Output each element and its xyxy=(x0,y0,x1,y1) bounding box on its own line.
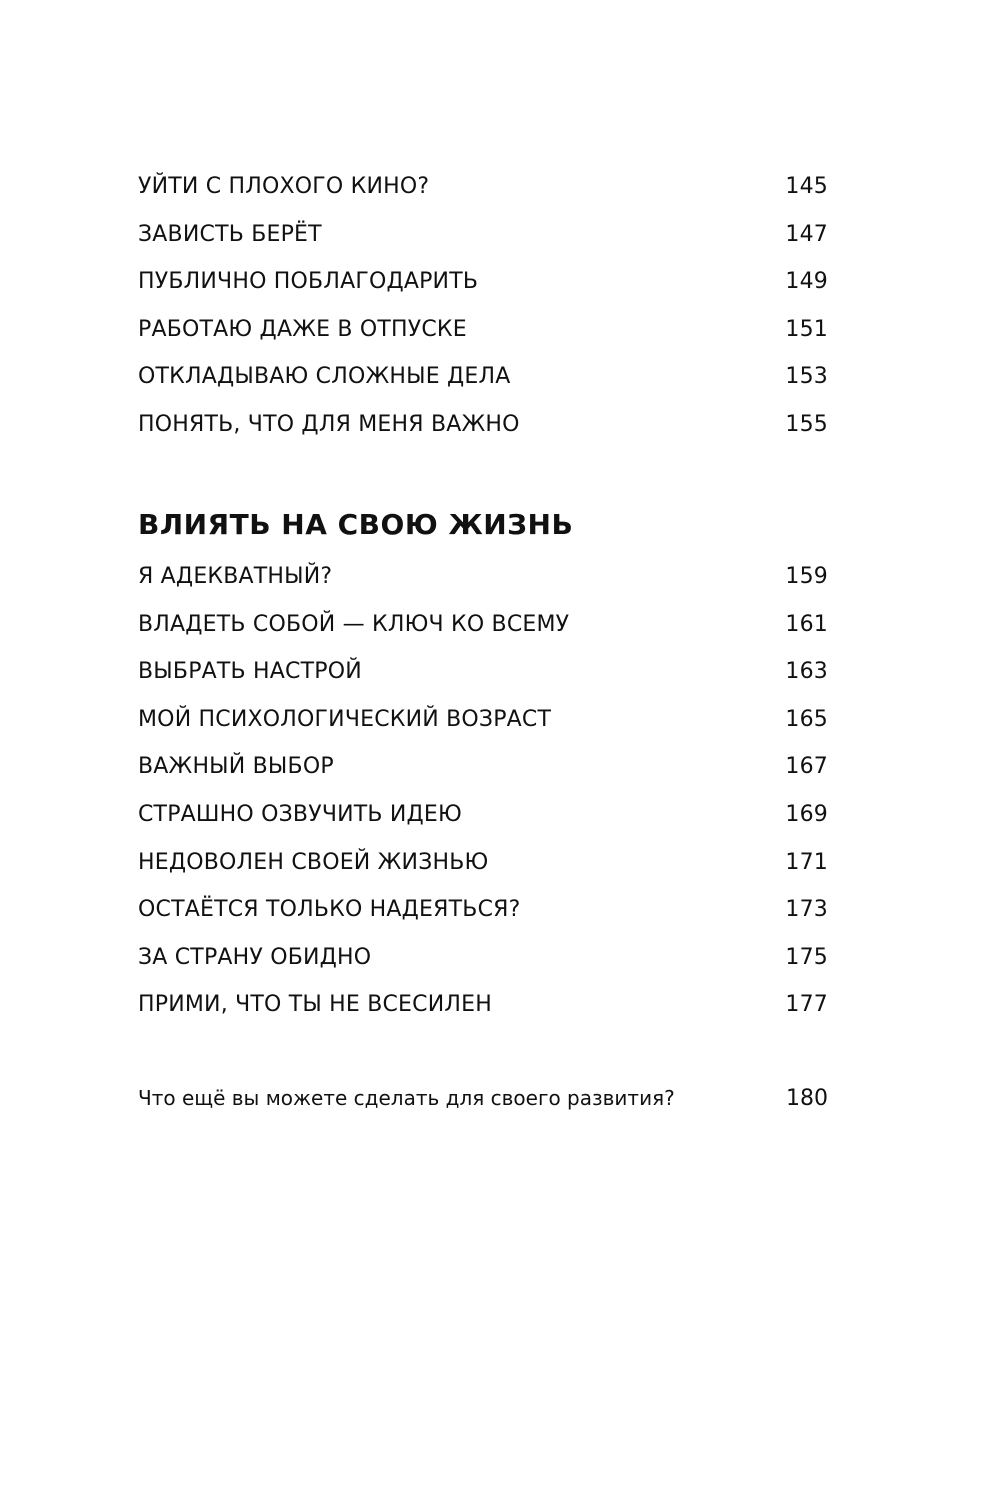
toc-entry-title: ВЛАДЕТЬ СОБОЙ — КЛЮЧ КО ВСЕМУ xyxy=(138,611,570,637)
toc-row xyxy=(138,707,828,755)
toc-page-number: 155 xyxy=(785,411,828,437)
toc-entry-title: ОСТАЁТСЯ ТОЛЬКО НАДЕЯТЬСЯ? xyxy=(138,897,521,923)
toc-row xyxy=(138,897,828,945)
toc-page-number: 167 xyxy=(785,754,828,780)
toc-row xyxy=(138,850,828,898)
toc-row xyxy=(138,754,828,802)
toc-page-number: 145 xyxy=(785,174,828,199)
toc-entry-title: Что ещё вы можете сделать для своего развития? xyxy=(138,1086,675,1110)
toc-entry-title: СТРАШНО ОЗВУЧИТЬ ИДЕЮ xyxy=(138,801,462,827)
toc-entry-title: УЙТИ С ПЛОХОГО КИНО? xyxy=(138,174,430,199)
toc-page-number: 177 xyxy=(785,992,828,1018)
toc-entry-title: ПОНЯТЬ, ЧТО ДЛЯ МЕНЯ ВАЖНО xyxy=(138,411,520,437)
section-heading: ВЛИЯТЬ НА СВОЮ ЖИЗНЬ xyxy=(138,508,574,541)
toc-page-number: 173 xyxy=(785,897,828,923)
toc-page-number: 159 xyxy=(785,564,828,589)
toc-page-number: 163 xyxy=(785,659,828,685)
toc-row xyxy=(138,317,828,365)
toc-entry-title: РАБОТАЮ ДАЖЕ В ОТПУСКЕ xyxy=(138,316,467,342)
toc-row xyxy=(138,802,828,850)
toc-entry-title: НЕДОВОЛЕН СВОЕЙ ЖИЗНЬЮ xyxy=(138,849,489,875)
toc-page-number: 165 xyxy=(785,706,828,732)
toc-entry-title: Я АДЕКВАТНЫЙ? xyxy=(138,564,333,589)
toc-entry-title: ВАЖНЫЙ ВЫБОР xyxy=(138,754,334,780)
toc-entry-title: ОТКЛАДЫВАЮ СЛОЖНЫЕ ДЕЛА xyxy=(138,364,511,390)
toc-row xyxy=(138,992,828,1040)
toc-row xyxy=(138,174,828,222)
toc-row xyxy=(138,412,828,460)
toc-page-number: 175 xyxy=(785,944,828,970)
toc-row xyxy=(138,564,828,612)
toc-page-number: 153 xyxy=(785,364,828,390)
toc-list-section xyxy=(138,564,828,1040)
toc-final-entry xyxy=(138,1086,828,1111)
toc-row xyxy=(138,364,828,412)
toc-entry-title: МОЙ ПСИХОЛОГИЧЕСКИЙ ВОЗРАСТ xyxy=(138,706,552,732)
toc-row xyxy=(138,612,828,660)
toc-entry-title: ПРИМИ, ЧТО ТЫ НЕ ВСЕСИЛЕН xyxy=(138,992,492,1018)
toc-entry-title: ВЫБРАТЬ НАСТРОЙ xyxy=(138,659,362,685)
toc-row xyxy=(138,269,828,317)
toc-list-top xyxy=(138,174,828,460)
toc-page-number: 161 xyxy=(785,611,828,637)
toc-page-number: 180 xyxy=(786,1086,828,1111)
toc-entry-title: ПУБЛИЧНО ПОБЛАГОДАРИТЬ xyxy=(138,269,479,295)
toc-page-number: 151 xyxy=(785,316,828,342)
toc-row xyxy=(138,222,828,270)
toc-page-number: 171 xyxy=(785,849,828,875)
toc-page-number: 147 xyxy=(785,221,828,247)
toc-page-number: 149 xyxy=(785,269,828,295)
toc-entry-title: ЗАВИСТЬ БЕРЁТ xyxy=(138,221,322,247)
toc-row xyxy=(138,659,828,707)
toc-row xyxy=(138,945,828,993)
toc-entry-title: ЗА СТРАНУ ОБИДНО xyxy=(138,944,372,970)
toc-page-number: 169 xyxy=(785,801,828,827)
